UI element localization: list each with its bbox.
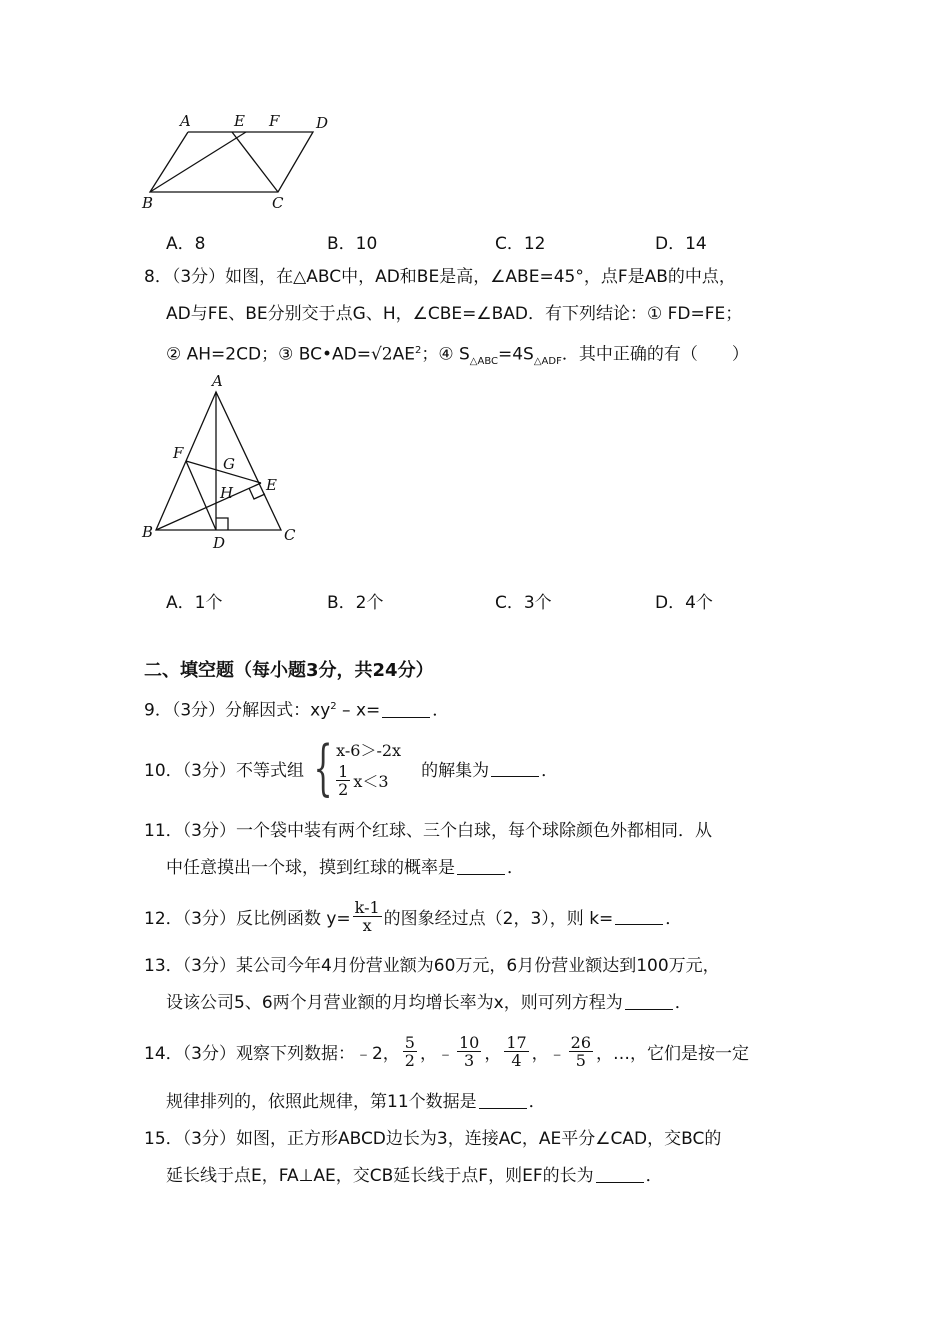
q14-frac3-num: 17 — [506, 1032, 527, 1052]
label-b: B — [142, 194, 154, 212]
q10-text-b: 的解集为 — [421, 760, 490, 781]
q11-answer-blank[interactable] — [457, 858, 505, 875]
inequality-system — [304, 733, 402, 803]
q14-frac2-num: 10 — [458, 1032, 480, 1052]
q15-line1: 15．（3分）如图，正方形ABCD边长为3，连接AC，AE平分∠CAD，交BC的 — [144, 1129, 722, 1149]
q8-line3 — [166, 340, 749, 373]
q8-line3-c: ；④ S — [421, 344, 470, 365]
right-angle-d — [216, 518, 228, 530]
label-a: A — [180, 112, 191, 130]
q12 — [144, 896, 682, 936]
q9-power: 2 — [330, 701, 337, 712]
inequality-2-rest: x＜3 — [353, 771, 389, 791]
q13-line2 — [166, 992, 692, 1014]
q14-frac3-den: 4 — [511, 1050, 522, 1070]
q14-line1 — [144, 1030, 749, 1072]
q14-frac4-num: 26 — [570, 1032, 592, 1052]
q12-answer-blank[interactable] — [615, 908, 663, 925]
q13-end: ． — [674, 993, 692, 1013]
q15-answer-blank[interactable] — [596, 1166, 644, 1183]
q8-option-a: A．1个 — [166, 593, 223, 613]
q12-text-a: 12．（3分）反比例函数 y= — [144, 908, 351, 929]
label-e2: E — [266, 476, 277, 494]
q14-sep3: ，﹣ — [531, 1043, 566, 1064]
q8-line3-d: =4S — [498, 344, 534, 365]
q14-line2-text: 规律排列的，依照此规律，第11个数据是 — [166, 1092, 477, 1112]
altitude-be — [156, 483, 261, 530]
q7-option-a: A．8 — [166, 234, 206, 254]
q11-end: ． — [507, 858, 524, 878]
q10-answer-blank[interactable] — [491, 760, 539, 777]
q15-line2-text: 延长线于点E，FA⊥AE，交CB延长线于点F，则EF的长为 — [166, 1166, 594, 1186]
q11-line2-text: 中任意摸出一个球，摸到红球的概率是 — [166, 858, 455, 878]
q9 — [144, 696, 449, 722]
q14-frac2-den: 3 — [464, 1050, 475, 1070]
q10-frac-den: 2 — [338, 779, 349, 799]
q10-text-a: 10．（3分）不等式组 — [144, 760, 304, 781]
q10 — [144, 732, 558, 804]
q7-option-c: C．12 — [495, 234, 546, 254]
q14-frac1-den: 2 — [404, 1050, 415, 1070]
q9-answer-blank[interactable] — [382, 701, 430, 718]
q8-option-c: C．3个 — [495, 593, 552, 613]
label-a2: A — [212, 372, 223, 390]
label-d2: D — [213, 534, 226, 552]
q14-text-b: ，…，它们是按一定 — [596, 1043, 750, 1064]
segment-cf — [232, 132, 278, 192]
inequality-1: x-6＞-2x — [336, 740, 402, 760]
q8-line2: AD与FE、BE分别交于点G、H，∠CBE=∠BAD．有下列结论：① FD=FE； — [166, 304, 743, 324]
q15-line2 — [166, 1165, 663, 1187]
q11-line2 — [166, 857, 524, 879]
q7-option-b: B．10 — [327, 234, 378, 254]
q7-option-d: D．14 — [655, 234, 707, 254]
label-c2: C — [284, 526, 296, 544]
q14-frac4-den: 5 — [575, 1050, 586, 1070]
q12-text-c: ． — [665, 908, 683, 929]
segment-be — [150, 132, 246, 192]
q14-frac1-num: 5 — [404, 1032, 415, 1052]
label-d: D — [316, 114, 329, 132]
q9-text-c: ． — [432, 700, 450, 721]
q8-sqrt2: √2 — [370, 344, 393, 365]
q8-option-d: D．4个 — [655, 593, 713, 613]
label-e: E — [234, 112, 245, 130]
q12-frac-num: k-1 — [354, 897, 380, 917]
q8-sub-adf: △ADF — [533, 356, 562, 368]
q13-line1: 13．（3分）某公司今年4月份营业额为60万元，6月份营业额达到100万元， — [144, 956, 720, 976]
q14-end: ． — [528, 1092, 546, 1112]
q9-text-a: 9．（3分）分解因式：xy — [144, 700, 331, 721]
label-g2: G — [223, 455, 235, 473]
label-c: C — [272, 194, 284, 212]
q12-frac-den: x — [362, 915, 372, 935]
label-b2: B — [142, 523, 154, 541]
q10-text-c: ． — [541, 760, 559, 781]
q14-sep1: ，﹣ — [419, 1043, 454, 1064]
q13-answer-blank[interactable] — [625, 993, 673, 1010]
q14-answer-blank[interactable] — [479, 1092, 527, 1109]
q8-line3-e: ．其中正确的有（ ） — [561, 344, 749, 365]
q10-frac-num: 1 — [338, 761, 349, 781]
q8-option-b: B．2个 — [327, 593, 384, 613]
label-h2: H — [220, 484, 234, 502]
q9-text-b: – x= — [336, 700, 381, 721]
q8-line3-a: ② AH=2CD；③ BC•AD= — [166, 344, 371, 365]
q8-sub-abc: △ABC — [469, 356, 498, 368]
q14-sep2: ， — [484, 1043, 502, 1064]
q8-ae: AE — [392, 344, 415, 365]
brace-icon: { — [313, 733, 333, 803]
q12-text-b: 的图象经过点（2，3），则 k= — [383, 908, 614, 929]
label-f2: F — [173, 444, 184, 462]
label-f: F — [269, 112, 280, 130]
segment-fd — [186, 461, 216, 530]
q14-text-a: 14．（3分）观察下列数据：﹣2， — [144, 1043, 400, 1064]
section-heading: 二、填空题（每小题3分，共24分） — [144, 660, 434, 681]
parallelogram-figure — [130, 108, 350, 218]
q15-end: ． — [645, 1166, 663, 1186]
q8-line1: 8．（3分）如图，在△ABC中，AD和BE是高，∠ABE=45°，点F是AB的中点， — [144, 267, 736, 287]
q14-line2 — [166, 1091, 546, 1113]
q8-ae-power: 2 — [414, 345, 422, 356]
q11-line1: 11．（3分）一个袋中装有两个红球、三个白球，每个球除颜色外都相同．从 — [144, 821, 712, 841]
q13-line2-text: 设该公司5、6两个月营业额的月均增长率为x，则可列方程为 — [166, 993, 623, 1013]
triangle-figure — [136, 370, 306, 555]
